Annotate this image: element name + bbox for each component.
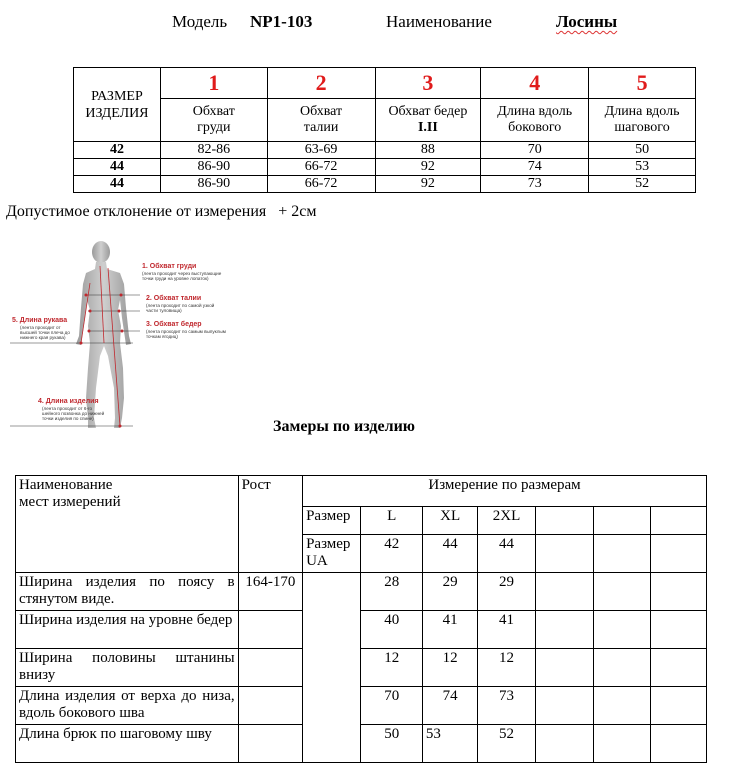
cell: 12: [422, 649, 477, 687]
table-row: [74, 142, 696, 159]
empty-cell: [650, 573, 706, 611]
cell: 63-69: [267, 142, 375, 159]
cell: 73: [478, 687, 535, 725]
label-sleeve: 5. Длина рукава: [12, 317, 68, 324]
empty-cell: [594, 535, 650, 573]
label-waist: 2. Обхват талии: [146, 295, 202, 302]
size-ua-label: Размер UA: [303, 535, 361, 573]
column-header-inseam-length: Длина вдоль шагового: [589, 99, 696, 142]
column-number-2: 2: [267, 68, 375, 99]
header-measure-by-size: Измерение по размерам: [303, 476, 707, 507]
table-row: [16, 611, 707, 649]
cell: 53: [422, 725, 477, 763]
cell: 53: [589, 159, 696, 176]
cell: 86-90: [160, 159, 267, 176]
cell: 73: [481, 176, 589, 193]
cell: 50: [589, 142, 696, 159]
cell: 41: [478, 611, 535, 649]
cell: 92: [375, 159, 481, 176]
cell: 86-90: [160, 176, 267, 193]
label-sleeve-note: высшей точки плеча до: [20, 330, 70, 335]
table-row: [16, 687, 707, 725]
row-name: Ширина половины штанины внизу: [16, 649, 239, 687]
column-number-1: 1: [160, 68, 267, 99]
empty-cell: [650, 649, 706, 687]
row-name: Длина изделия от верха до низа, вдоль бокового шва: [16, 687, 239, 725]
label-sleeve-note: (лента проходит от: [20, 325, 61, 330]
cell: 12: [478, 649, 535, 687]
column-header-hips: Обхват бедер I.II: [375, 99, 481, 142]
table-row: [16, 573, 707, 611]
model-label: Модель: [172, 12, 228, 31]
label-length-note: (лента проходит от 6-го: [42, 406, 93, 411]
empty-cell: [535, 725, 593, 763]
name-value: Лосины: [556, 12, 618, 31]
empty-cell: [650, 611, 706, 649]
model-value: NP1-103: [250, 12, 313, 31]
row-name: Длина брюк по шаговому шву: [16, 725, 239, 763]
empty-cell: [535, 649, 593, 687]
cell: 70: [361, 687, 422, 725]
empty-cell: [303, 573, 361, 763]
column-header-chest: Обхват груди: [160, 99, 267, 142]
cell: 66-72: [267, 176, 375, 193]
empty-cell: [594, 507, 650, 535]
size-l: L: [361, 507, 422, 535]
empty-cell: [594, 611, 650, 649]
table-row: [16, 725, 707, 763]
column-number-3: 3: [375, 68, 481, 99]
empty-cell: [238, 725, 302, 763]
height-value: 164-170: [238, 573, 302, 611]
empty-cell: [238, 611, 302, 649]
size-label: Размер: [303, 507, 361, 535]
size-ua-xl: 44: [422, 535, 477, 573]
empty-cell: [650, 725, 706, 763]
size-ua-2xl: 44: [478, 535, 535, 573]
cell: 92: [375, 176, 481, 193]
size-table: [73, 67, 696, 193]
header-height: Рост: [238, 476, 302, 573]
row-size: 44: [74, 159, 161, 176]
size-2xl: 2XL: [478, 507, 535, 535]
cell: 28: [361, 573, 422, 611]
label-sleeve-note: нижнего края рукава): [20, 335, 66, 340]
row-name: Ширина изделия по поясу в стянутом виде.: [16, 573, 239, 611]
empty-cell: [535, 573, 593, 611]
table-row: [16, 649, 707, 687]
measurements-table: [15, 475, 707, 763]
column-number-4: 4: [481, 68, 589, 99]
name-label: Наименование: [386, 12, 492, 31]
column-header-waist: Обхват талии: [267, 99, 375, 142]
label-length-note: шейного позвонка до нижней: [42, 411, 105, 416]
body-measurement-figure: [8, 238, 228, 433]
cell: 70: [481, 142, 589, 159]
empty-cell: [594, 573, 650, 611]
empty-cell: [535, 611, 593, 649]
cell: 52: [478, 725, 535, 763]
empty-cell: [238, 687, 302, 725]
label-chest-note: точки груди на уровне лопаток): [142, 276, 209, 281]
table-row: [74, 176, 696, 193]
empty-cell: [535, 507, 593, 535]
row-size: 44: [74, 176, 161, 193]
cell: 74: [422, 687, 477, 725]
empty-cell: [594, 649, 650, 687]
label-waist-note: (лента проходит по самой узкой: [146, 303, 215, 308]
label-waist-note: части туловища): [146, 308, 182, 313]
cell: 40: [361, 611, 422, 649]
cell: 82-86: [160, 142, 267, 159]
tolerance-text: Допустимое отклонение от измерения: [6, 203, 267, 220]
row-name: Ширина изделия на уровне бедер: [16, 611, 239, 649]
tolerance-value: + 2см: [278, 203, 317, 220]
empty-cell: [650, 687, 706, 725]
cell: 88: [375, 142, 481, 159]
label-hips-note: (лента проходит по самым выпуклым: [146, 329, 226, 334]
label-hips: 3. Обхват бедер: [146, 321, 202, 328]
empty-cell: [238, 649, 302, 687]
cell: 52: [589, 176, 696, 193]
size-ua-l: 42: [361, 535, 422, 573]
empty-cell: [650, 507, 706, 535]
empty-cell: [535, 535, 593, 573]
column-header-side-length: Длина вдоль бокового: [481, 99, 589, 142]
column-number-5: 5: [589, 68, 696, 99]
label-hips-note: точкам ягодиц): [146, 334, 178, 339]
empty-cell: [650, 535, 706, 573]
cell: 41: [422, 611, 477, 649]
header-place-name: Наименование мест измерений: [16, 476, 239, 573]
cell: 29: [422, 573, 477, 611]
cell: 50: [361, 725, 422, 763]
table-row: [74, 159, 696, 176]
empty-cell: [594, 725, 650, 763]
cell: 74: [481, 159, 589, 176]
cell: 12: [361, 649, 422, 687]
size-xl: XL: [422, 507, 477, 535]
label-chest-note: (лента проходит через выступающие: [142, 271, 222, 276]
row-size: 42: [74, 142, 161, 159]
empty-cell: [535, 687, 593, 725]
label-length-note: точки изделия по спине): [42, 416, 94, 421]
label-length: 4. Длина изделия: [38, 398, 99, 405]
empty-cell: [594, 687, 650, 725]
cell: 66-72: [267, 159, 375, 176]
section-title: Замеры по изделию: [273, 418, 416, 435]
size-corner-label: РАЗМЕР ИЗДЕЛИЯ: [74, 68, 161, 142]
tolerance-note: [6, 203, 316, 221]
cell: 29: [478, 573, 535, 611]
label-chest: 1. Обхват груди: [142, 263, 197, 270]
